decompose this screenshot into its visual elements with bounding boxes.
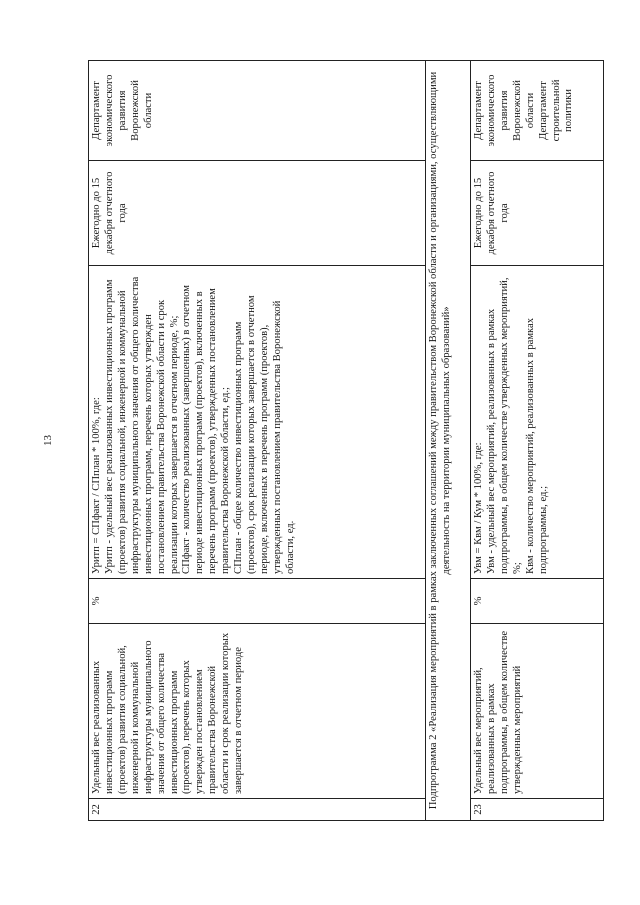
indicators-table bbox=[88, 60, 604, 821]
responsible-cell: Департамент экономического развития Воронежской области bbox=[89, 61, 426, 161]
formula-line: Уритп = СПфакт / СПплан * 100%, где: bbox=[91, 397, 102, 574]
formula-line: Увм - удельный вес мероприятий, реализованных в рамках подпрограммы, в общем количестве утвержденных мероприятий, %; bbox=[485, 277, 523, 574]
period-cell: Ежегодно до 15 декабря отчетного года bbox=[471, 161, 604, 266]
period-cell: Ежегодно до 15 декабря отчетного года bbox=[89, 161, 426, 266]
row-number: 23 bbox=[471, 799, 604, 821]
formula-line: Квм - количество мероприятий, реализованных в рамках подпрограммы, ед.; bbox=[524, 317, 549, 574]
unit-cell: % bbox=[89, 579, 426, 624]
responsible-cell: Департамент экономического развития Воронежской области Департамент строительной политики bbox=[471, 61, 604, 161]
formula-line: СПфакт - количество реализованных (завершенных) в отчетном периоде инвестиционных программ (проектов), включенных в перечень программ (проектов), утвержденных постановлением правительства Воронежской области, ед.; bbox=[181, 285, 232, 574]
formula-line: Уритп - удельный вес реализованных инвестиционных программ (проектов) развития социальной, инженерной и коммунальной инфраструктуры муниципального значения от общего количества инвестиционных программ, перечень которых утвержден постановлением правительства Воронежской области и срок реализации которых завершается в отчетном периоде, %; bbox=[103, 276, 180, 574]
formula-cell bbox=[471, 266, 604, 579]
formula-line: Увм = Квм / Кум * 100%, где: bbox=[473, 442, 484, 574]
subprogram-heading: Подпрограмма 2 «Реализация мероприятий в рамках заключенных соглашений между правительством Воронежской области и организациями, осуществляющими деятельность на территории муниципальных образований» bbox=[426, 61, 471, 821]
indicator-name: Удельный вес реализованных инвестиционных программ (проектов) развития социальной, инженерной и коммунальной инфраструктуры муниципального значения от общего количества инвестиционных программ (проектов), перечень которых утвержден постановлением правительства Воронежской области и срок реализации которых завершается в отчетном периоде bbox=[89, 624, 426, 799]
table-row bbox=[89, 61, 426, 821]
row-number: 22 bbox=[89, 799, 426, 821]
rotated-page-content bbox=[88, 61, 610, 821]
formula-cell bbox=[89, 266, 426, 579]
formula-line: СПплан - общее количество инвестиционных программ (проектов), срок реализации которых завершается в отчетном периоде, включенных в перечень программ (проектов), утвержденных постановлением правительства Воронежской области, ед. bbox=[233, 295, 296, 574]
indicator-name: Удельный вес мероприятий, реализованных в рамках подпрограммы, в общем количестве утвержденных мероприятий bbox=[471, 624, 604, 799]
subprogram-row bbox=[426, 61, 471, 821]
unit-cell: % bbox=[471, 579, 604, 624]
table-row bbox=[471, 61, 604, 821]
page-number: 13 bbox=[42, 435, 54, 446]
